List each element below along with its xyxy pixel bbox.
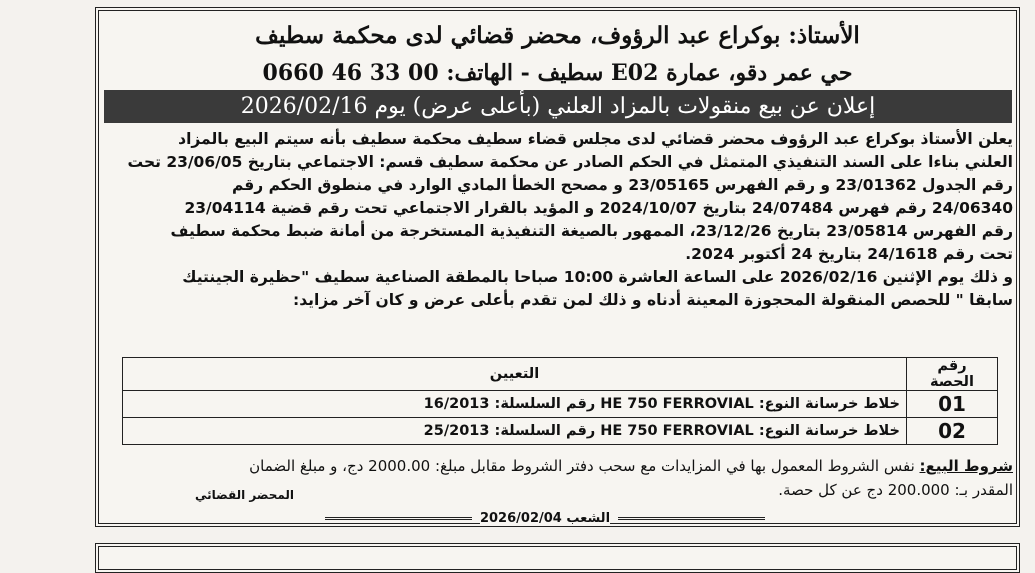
signature: المحضر القضائي [195, 488, 295, 502]
sale-conditions-text: نفس الشروط المعمول بها في المزايدات مع سحب دفتر الشروط مقابل مبلغ: 2000.00 دج، و مبلغ الضمان [249, 457, 920, 475]
lots-table [122, 357, 998, 445]
body-line-1: يعلن الأستاذ بوكراع عبد الرؤوف محضر قضائي لدى مجلس قضاء سطيف محكمة سطيف بأنه سيتم البيع بالمزاد [178, 130, 1013, 148]
sale-conditions-line-1 [123, 457, 1013, 475]
body-line-6: تحت رقم 24/1618 بتاريخ 24 أكتوبر 2024. [685, 245, 1013, 263]
body-line-7: و ذلك يوم الإثنين 2026/02/16 على الساعة العاشرة 10:00 صباحا بالمطقة الصناعية سطيف "حظيرة الجينتيك [182, 268, 1013, 286]
footer-rule-left [325, 517, 472, 520]
lot-description: خلاط خرسانة النوع: HE 750 FERROVIAL رقم السلسلة: 25/2013 [123, 418, 907, 445]
lot-number-header: رقم الحصة [907, 358, 998, 391]
footer-rule-right [618, 517, 765, 520]
lot-number: 01 [907, 391, 998, 418]
auction-title-banner [104, 90, 1012, 123]
publication-info: الشعب 2026/02/04 [479, 510, 611, 526]
body-line-3: رقم الجدول 23/01362 و رقم الفهرس 23/05165 و مصحح الخطأ المادي الوارد في منطوق الحكم رقم [232, 176, 1013, 194]
body-line-8: سابقا " للحصص المنقولة المحجوزة المعينة أدناه و ذلك لمن تقدم بأعلى عرض و كان آخر مزايد: [293, 291, 1013, 309]
auction-title: إعلان عن بيع منقولات بالمزاد العلني (بأعلى عرض) يوم 2026/02/16 [240, 94, 876, 119]
bailiff-address-heading: حي عمر دقو، عمارة E02 سطيف - الهاتف: 00 33 46 0660 [262, 60, 853, 86]
sale-conditions-line-2: المقدر بـ: 200.000 دج عن كل حصة. [778, 481, 1013, 499]
table-header-row [123, 358, 998, 391]
next-announcement-frame [95, 543, 1020, 573]
body-line-5: رقم الفهرس 23/05814 بتاريخ 23/12/26، الممهور بالصيغة التنفيذية المستخرجة من أمانة ضبط محكمة سطيف [170, 222, 1013, 240]
table-row [123, 391, 998, 418]
table-row [123, 418, 998, 445]
bailiff-name-heading: الأستاذ: بوكراع عبد الرؤوف، محضر قضائي لدى محكمة سطيف [255, 22, 860, 49]
lot-description: خلاط خرسانة النوع: HE 750 FERROVIAL رقم السلسلة: 16/2013 [123, 391, 907, 418]
body-line-4: 24/06340 رقم فهرس 24/07484 بتاريخ 2024/10/07 و المؤيد بالقرار الاجتماعي تحت رقم قضية 23/04114 [184, 199, 1013, 217]
sale-conditions-label: شروط البيع: [919, 457, 1013, 475]
lot-number: 02 [907, 418, 998, 445]
publication-footer [325, 508, 765, 528]
body-line-2: العلني بناءا على السند التنفيذي المتمثل في الحكم الصادر عن محكمة سطيف قسم: الاجتماعي بتاريخ 23/06/05 تحت [127, 153, 1013, 171]
designation-header: التعيين [123, 358, 907, 391]
